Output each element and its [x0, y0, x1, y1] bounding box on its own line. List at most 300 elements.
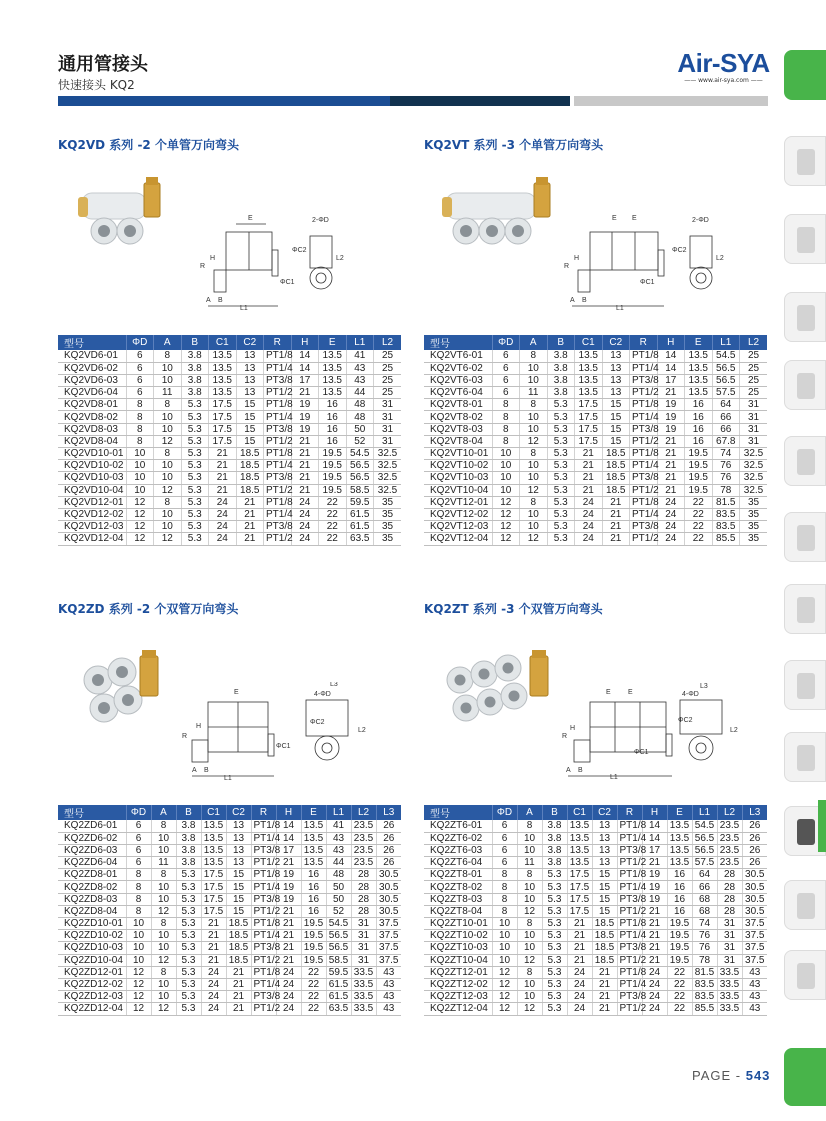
table-row	[58, 533, 401, 545]
dim-label-l1: L1	[240, 305, 248, 312]
table-cell: 21	[567, 942, 592, 954]
table-cell: 5.3	[176, 881, 201, 893]
table-row	[58, 954, 401, 966]
table-cell: 37.5	[376, 930, 401, 942]
table-cell: 10	[126, 942, 151, 954]
table-cell: 15	[602, 399, 630, 411]
table-cell: 5.3	[542, 991, 567, 1003]
table-cell: 21	[276, 918, 301, 930]
table-cell: 6	[492, 387, 520, 399]
table-cell: 28	[717, 869, 742, 881]
table-cell: 5.3	[542, 942, 567, 954]
table-row	[424, 374, 767, 386]
table-cell: 21	[291, 484, 319, 496]
category-tab-valve[interactable]	[784, 512, 826, 562]
table-cell: 50	[326, 893, 351, 905]
table-cell: 43	[742, 978, 767, 990]
table-cell: 12	[126, 496, 154, 508]
category-tab-cylinder[interactable]	[784, 360, 826, 410]
filter-icon	[797, 149, 815, 175]
column-header: C2	[226, 805, 251, 820]
table-row	[424, 942, 767, 954]
table-cell: 19.5	[685, 484, 713, 496]
table-cell: 16	[667, 869, 692, 881]
table-cell: 24	[201, 978, 226, 990]
category-tab-filter[interactable]	[784, 136, 826, 186]
table-cell: 13	[592, 857, 617, 869]
table-cell: 16	[667, 905, 692, 917]
table-cell: 12	[517, 1003, 542, 1015]
table-cell: 18.5	[602, 484, 630, 496]
dim-label-r: R	[562, 733, 568, 740]
table-row	[424, 448, 767, 460]
table-cell: 3.8	[176, 844, 201, 856]
table-cell: PT1/4	[630, 411, 658, 423]
table-cell: 12	[492, 521, 520, 533]
table-cell: 21	[276, 954, 301, 966]
table-cell: 5.3	[176, 954, 201, 966]
product-photo-kq2vt	[436, 175, 566, 255]
manifold-icon	[797, 673, 815, 699]
table-cell: PT3/8	[251, 893, 276, 905]
silencer-icon	[797, 893, 815, 919]
table-cell: 15	[592, 869, 617, 881]
table-cell: 24	[642, 991, 667, 1003]
table-cell: 12	[520, 533, 548, 545]
table-cell: PT1/4	[251, 881, 276, 893]
table-cell: 28	[717, 881, 742, 893]
table-cell: 5.3	[547, 423, 575, 435]
table-cell: 24	[291, 521, 319, 533]
table-cell: 8	[126, 399, 154, 411]
table-cell: PT1/2	[251, 1003, 276, 1015]
table-cell: 13.5	[301, 820, 326, 832]
table-cell: 15	[226, 905, 251, 917]
page-corner-tab	[784, 1048, 826, 1106]
table-cell: 8	[492, 869, 517, 881]
table-cell: 13	[236, 350, 264, 362]
table-cell: 61.5	[346, 521, 374, 533]
table-cell: 21	[602, 521, 630, 533]
table-cell: PT3/8	[264, 423, 292, 435]
table-cell: 48	[326, 869, 351, 881]
table-cell: 25	[374, 350, 402, 362]
table-cell: 12	[151, 954, 176, 966]
table-cell: 30.5	[376, 905, 401, 917]
model-cell: KQ2ZT10-04	[424, 954, 492, 966]
table-cell: 3.8	[176, 820, 201, 832]
table-cell: 8	[126, 435, 154, 447]
column-header: A	[154, 335, 182, 350]
table-cell: 14	[291, 350, 319, 362]
model-cell: KQ2ZD6-02	[58, 832, 126, 844]
table-cell: 12	[492, 1003, 517, 1015]
table-cell: 8	[492, 905, 517, 917]
table-cell: 30.5	[376, 869, 401, 881]
column-header: 型号	[424, 805, 492, 820]
table-row	[424, 411, 767, 423]
table-row	[424, 484, 767, 496]
table-header-row	[58, 335, 401, 350]
table-cell: 58.5	[346, 484, 374, 496]
table-cell: 13.5	[301, 832, 326, 844]
table-cell: 16	[319, 435, 347, 447]
model-cell: KQ2VD10-01	[58, 448, 126, 460]
table-cell: 18.5	[592, 942, 617, 954]
table-cell: 13	[592, 844, 617, 856]
model-cell: KQ2VT12-01	[424, 496, 492, 508]
table-cell: 13.5	[319, 374, 347, 386]
dim-label-4d: 4-ΦD	[314, 691, 331, 698]
table-cell: 10	[520, 423, 548, 435]
table-cell: 14	[642, 820, 667, 832]
table-cell: 56.5	[712, 362, 740, 374]
table-cell: 19	[276, 881, 301, 893]
cylinder-icon	[797, 373, 815, 399]
table-cell: 10	[492, 954, 517, 966]
table-cell: 22	[319, 521, 347, 533]
table-cell: 19.5	[301, 930, 326, 942]
table-row	[424, 533, 767, 545]
table-cell: 33.5	[351, 1003, 376, 1015]
fitting-icon	[797, 819, 815, 845]
table-cell: 12	[492, 978, 517, 990]
table-row	[424, 521, 767, 533]
table-cell: 24	[201, 966, 226, 978]
table-cell: 28	[351, 869, 376, 881]
table-cell: 21	[226, 1003, 251, 1015]
table-cell: 17.5	[209, 423, 237, 435]
table-cell: 41	[326, 820, 351, 832]
table-cell: 23.5	[351, 832, 376, 844]
table-cell: 25	[374, 362, 402, 374]
table-cell: 30.5	[742, 881, 767, 893]
dim-label-b: B	[204, 767, 209, 774]
table-row	[58, 460, 401, 472]
table-row	[424, 362, 767, 374]
table-cell: PT3/8	[630, 374, 658, 386]
table-cell: 17.5	[209, 435, 237, 447]
table-cell: 13.5	[685, 350, 713, 362]
table-cell: PT1/4	[617, 930, 642, 942]
table-cell: 50	[326, 881, 351, 893]
column-header: R	[630, 335, 658, 350]
table-cell: 31	[351, 930, 376, 942]
dim-label-c2: ΦC2	[678, 717, 693, 724]
table-cell: 12	[126, 978, 151, 990]
model-cell: KQ2VT12-04	[424, 533, 492, 545]
table-cell: 35	[374, 496, 402, 508]
table-cell: 81.5	[692, 966, 717, 978]
table-cell: 21	[276, 905, 301, 917]
table-cell: 24	[567, 1003, 592, 1015]
table-cell: 10	[517, 930, 542, 942]
table-cell: 21	[567, 954, 592, 966]
table-cell: 44	[346, 387, 374, 399]
table-cell: 8	[154, 496, 182, 508]
table-cell: 5.3	[542, 893, 567, 905]
table-cell: PT1/4	[251, 930, 276, 942]
table-cell: 10	[492, 460, 520, 472]
table-cell: 43	[346, 362, 374, 374]
table-cell: 6	[492, 362, 520, 374]
table-cell: 23.5	[717, 844, 742, 856]
table-row	[424, 966, 767, 978]
table-cell: 21	[575, 448, 603, 460]
table-cell: 21	[236, 533, 264, 545]
table-cell: 32.5	[374, 448, 402, 460]
table-cell: 22	[667, 1003, 692, 1015]
table-cell: 8	[126, 905, 151, 917]
table-row	[424, 954, 767, 966]
spec-table-kq2zt	[424, 805, 767, 1016]
table-cell: 12	[126, 521, 154, 533]
dim-label-c2: ΦC2	[310, 719, 325, 726]
table-row	[58, 496, 401, 508]
table-cell: 32.5	[740, 460, 768, 472]
table-cell: 64	[692, 869, 717, 881]
column-header: E	[319, 335, 347, 350]
table-cell: 33.5	[351, 991, 376, 1003]
table-cell: 10	[520, 362, 548, 374]
category-tab-switch[interactable]	[784, 732, 826, 782]
table-cell: 18.5	[602, 472, 630, 484]
product-photo-kq2zt	[436, 650, 566, 730]
model-cell: KQ2VD8-01	[58, 399, 126, 411]
table-cell: PT1/2	[617, 1003, 642, 1015]
table-cell: 12	[492, 991, 517, 1003]
table-cell: 12	[154, 435, 182, 447]
table-cell: 85.5	[692, 1003, 717, 1015]
table-cell: 19.5	[685, 460, 713, 472]
table-cell: PT1/8	[264, 399, 292, 411]
table-cell: 83.5	[712, 521, 740, 533]
table-cell: PT1/4	[264, 411, 292, 423]
table-cell: 17.5	[567, 881, 592, 893]
table-cell: 3.8	[547, 374, 575, 386]
table-cell: 5.3	[542, 954, 567, 966]
column-header: 型号	[58, 335, 126, 350]
table-cell: 43	[742, 1003, 767, 1015]
table-cell: 52	[346, 435, 374, 447]
column-header: E	[685, 335, 713, 350]
category-tab-accessory[interactable]	[784, 950, 826, 1000]
table-cell: 25	[740, 350, 768, 362]
dim-label-c2: ΦC2	[672, 247, 687, 254]
section-title-kq2zd: KQ2ZD 系列 -2 个双管万向弯头	[58, 602, 239, 616]
table-cell: 56.5	[346, 460, 374, 472]
table-cell: 10	[126, 954, 151, 966]
table-cell: 31	[740, 411, 768, 423]
section-title-kq2vd: KQ2VD 系列 -2 个单管万向弯头	[58, 138, 239, 152]
table-cell: 21	[201, 942, 226, 954]
table-cell: 35	[740, 496, 768, 508]
table-row	[424, 893, 767, 905]
table-cell: 19.5	[667, 942, 692, 954]
table-cell: 18.5	[226, 954, 251, 966]
table-cell: 17	[642, 844, 667, 856]
table-cell: 21	[592, 1003, 617, 1015]
table-cell: 32.5	[740, 484, 768, 496]
table-row	[58, 857, 401, 869]
table-cell: 10	[492, 472, 520, 484]
table-cell: 35	[374, 521, 402, 533]
table-cell: PT1/8	[630, 496, 658, 508]
table-cell: PT1/4	[264, 460, 292, 472]
table-cell: 13.5	[301, 857, 326, 869]
table-cell: 3.8	[542, 844, 567, 856]
table-cell: 21	[291, 460, 319, 472]
table-cell: 13	[602, 374, 630, 386]
table-row	[58, 978, 401, 990]
table-cell: 21	[642, 954, 667, 966]
table-cell: 24	[209, 533, 237, 545]
table-cell: 32.5	[740, 472, 768, 484]
table-cell: 8	[520, 496, 548, 508]
dim-label-l3: L3	[700, 683, 708, 690]
table-cell: 10	[492, 942, 517, 954]
model-cell: KQ2ZD12-04	[58, 1003, 126, 1015]
table-cell: 8	[492, 893, 517, 905]
model-cell: KQ2VD8-03	[58, 423, 126, 435]
table-row	[424, 918, 767, 930]
table-cell: 5.3	[181, 496, 209, 508]
table-cell: 5.3	[181, 533, 209, 545]
table-cell: 10	[151, 832, 176, 844]
table-cell: 5.3	[176, 942, 201, 954]
header-bar-blue	[58, 96, 390, 106]
table-cell: 8	[126, 893, 151, 905]
table-cell: 24	[209, 496, 237, 508]
table-cell: 13	[226, 857, 251, 869]
column-header: 型号	[58, 805, 126, 820]
table-cell: 12	[126, 1003, 151, 1015]
table-cell: PT1/4	[251, 832, 276, 844]
table-cell: 24	[276, 978, 301, 990]
table-cell: 10	[151, 893, 176, 905]
table-cell: 8	[517, 918, 542, 930]
table-cell: 5.3	[547, 399, 575, 411]
table-cell: 3.8	[181, 362, 209, 374]
table-cell: 21	[642, 918, 667, 930]
table-cell: 21	[291, 472, 319, 484]
category-tab-gripper[interactable]	[784, 436, 826, 486]
table-cell: 61.5	[346, 508, 374, 520]
table-cell: 32.5	[740, 448, 768, 460]
table-cell: 21	[291, 387, 319, 399]
model-cell: KQ2VD12-02	[58, 508, 126, 520]
table-cell: 85.5	[712, 533, 740, 545]
table-cell: 68	[692, 905, 717, 917]
table-cell: 30.5	[376, 881, 401, 893]
model-cell: KQ2ZT12-03	[424, 991, 492, 1003]
model-cell: KQ2ZD10-01	[58, 918, 126, 930]
table-cell: 76	[692, 942, 717, 954]
table-cell: 24	[209, 521, 237, 533]
table-cell: 31	[374, 423, 402, 435]
table-cell: 15	[592, 881, 617, 893]
table-cell: 21	[592, 978, 617, 990]
table-cell: 12	[520, 484, 548, 496]
table-cell: 25	[740, 387, 768, 399]
table-cell: 24	[201, 991, 226, 1003]
model-cell: KQ2VD6-04	[58, 387, 126, 399]
category-tab-silencer[interactable]	[784, 880, 826, 930]
table-cell: PT3/8	[617, 991, 642, 1003]
category-tab-manifold[interactable]	[784, 660, 826, 710]
table-cell: PT1/8	[630, 350, 658, 362]
table-row	[58, 844, 401, 856]
table-cell: PT1/8	[251, 820, 276, 832]
table-cell: 17.5	[567, 893, 592, 905]
table-cell: 12	[520, 435, 548, 447]
table-cell: 6	[126, 350, 154, 362]
table-cell: 31	[374, 399, 402, 411]
table-cell: 10	[517, 832, 542, 844]
table-cell: 8	[126, 423, 154, 435]
table-cell: 57.5	[692, 857, 717, 869]
category-tab-lubricator[interactable]	[784, 214, 826, 264]
table-cell: 21	[657, 460, 685, 472]
table-cell: PT1/4	[264, 362, 292, 374]
table-cell: 37.5	[376, 942, 401, 954]
table-cell: 35	[374, 533, 402, 545]
table-cell: 10	[151, 991, 176, 1003]
regulator-icon	[797, 305, 815, 331]
table-cell: 19.5	[685, 448, 713, 460]
table-cell: 13.5	[319, 387, 347, 399]
table-cell: 22	[301, 991, 326, 1003]
table-cell: 5.3	[547, 496, 575, 508]
model-cell: KQ2ZT12-02	[424, 978, 492, 990]
table-cell: 6	[126, 374, 154, 386]
table-cell: 5.3	[176, 966, 201, 978]
table-cell: 31	[374, 435, 402, 447]
table-cell: 10	[151, 978, 176, 990]
column-header: C1	[201, 805, 226, 820]
table-cell: 19	[642, 893, 667, 905]
table-row	[424, 930, 767, 942]
dim-label-l2: L2	[358, 727, 366, 734]
table-cell: 17	[291, 374, 319, 386]
table-row	[424, 460, 767, 472]
table-row	[58, 1003, 401, 1015]
table-cell: 5.3	[181, 423, 209, 435]
table-cell: PT1/4	[617, 978, 642, 990]
table-cell: 19	[291, 411, 319, 423]
table-cell: 21	[236, 496, 264, 508]
table-cell: 8	[520, 350, 548, 362]
table-cell: 37.5	[742, 942, 767, 954]
category-tab-solenoid[interactable]	[784, 584, 826, 634]
dim-label-4d: 4-ΦD	[682, 691, 699, 698]
table-cell: 56.5	[326, 930, 351, 942]
table-cell: 54.5	[346, 448, 374, 460]
table-cell: 54.5	[326, 918, 351, 930]
table-cell: 21	[657, 484, 685, 496]
table-cell: 19.5	[301, 918, 326, 930]
table-cell: 8	[151, 820, 176, 832]
table-cell: PT3/8	[617, 844, 642, 856]
category-tab-top[interactable]	[784, 50, 826, 100]
table-cell: 3.8	[542, 832, 567, 844]
table-cell: 10	[492, 448, 520, 460]
table-cell: 56.5	[346, 472, 374, 484]
table-row	[424, 423, 767, 435]
table-cell: 23.5	[717, 832, 742, 844]
category-tab-regulator[interactable]	[784, 292, 826, 342]
table-cell: 11	[151, 857, 176, 869]
